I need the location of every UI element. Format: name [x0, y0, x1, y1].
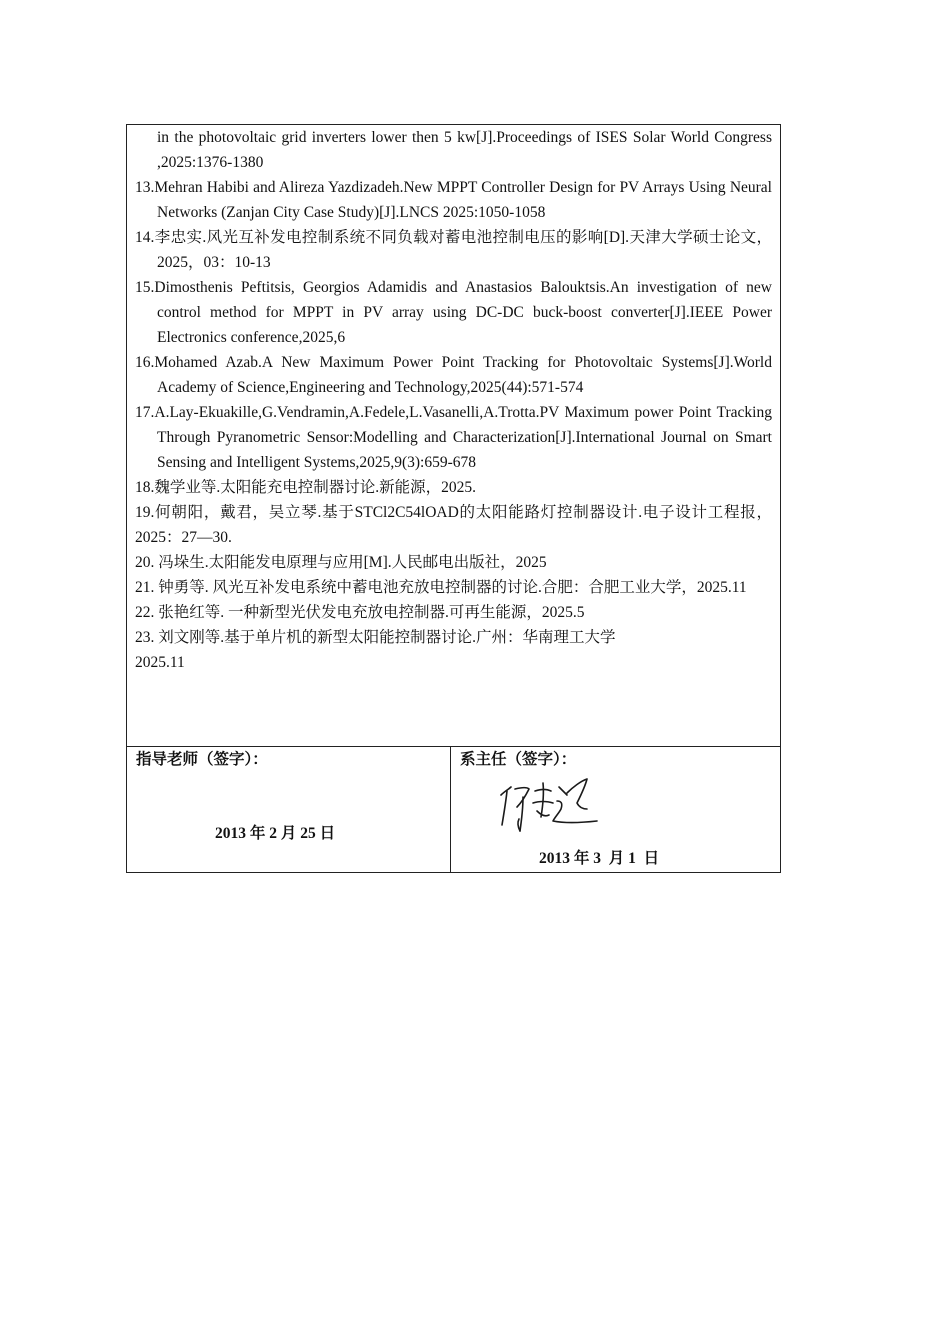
handwritten-signature	[493, 773, 603, 835]
reference-entry: 14.李忠实.风光互补发电控制系统不同负载对蓄电池控制电压的影响[D].天津大学硕士论文，2025，03：10-13	[135, 229, 772, 271]
department-head-signature-date: 2013 年 3 月 1 日	[539, 850, 660, 867]
reference-entry: 19.何朝阳，戴君，吴立琴.基于STCl2C54lOAD的太阳能路灯控制器设计.电子设计工程报，2025：27—30.	[135, 504, 772, 546]
reference-entry: in the photovoltaic grid inverters lower then 5 kw[J].Proceedings of ISES Solar World Congress ,2025:1376-1380	[157, 129, 772, 171]
reference-entry: 2025.11	[135, 654, 185, 671]
reference-entry: 15.Dimosthenis Peftitsis, Georgios Adamidis and Anastasios Balouktsis.An investigation of new control method for MPPT in PV array using DC-DC buck-boost converter[J].IEEE Power Electronics conference,2025,6	[135, 279, 772, 346]
reference-entry: 17.A.Lay-Ekuakille,G.Vendramin,A.Fedele,L.Vasanelli,A.Trotta.PV Maximum power Point Tracking Through Pyranometric Sensor:Modelling and Characterization[J].International Journal on Smart Sensing and Intelligent Systems,2025,9(3):659-678	[135, 404, 772, 471]
reference-entry: 20. 冯垛生.太阳能发电原理与应用[M].人民邮电出版社，2025	[135, 554, 547, 571]
signature-row	[127, 747, 780, 872]
reference-entry: 23. 刘文刚等.基于单片机的新型太阳能控制器讨论.广州：华南理工大学	[135, 629, 616, 646]
advisor-signature-label: 指导老师（签字）：	[136, 751, 268, 768]
reference-entry: 21. 钟勇等. 风光互补发电系统中蓄电池充放电控制器的讨论.合肥：合肥工业大学，2025.11	[135, 579, 747, 596]
department-head-signature-cell	[451, 747, 780, 872]
reference-entry: 22. 张艳红等. 一种新型光伏发电充放电控制器.可再生能源，2025.5	[135, 604, 585, 621]
advisor-signature-date: 2013 年 2 月 25 日	[215, 825, 336, 842]
advisor-signature-cell	[127, 747, 451, 872]
reference-entry: 16.Mohamed Azab.A New Maximum Power Point Tracking for Photovoltaic Systems[J].World Academy of Science,Engineering and Technology,2025(44):571-574	[135, 354, 772, 396]
reference-form	[126, 124, 781, 873]
department-head-signature-label: 系主任（签字）：	[460, 751, 577, 768]
reference-entry: 18.魏学业等.太阳能充电控制器讨论.新能源，2025.	[135, 479, 477, 496]
reference-list	[127, 125, 780, 747]
reference-entry: 13.Mehran Habibi and Alireza Yazdizadeh.New MPPT Controller Design for PV Arrays Using Neural Networks (Zanjan City Case Study)[J].LNCS 2025:1050-1058	[135, 179, 772, 221]
